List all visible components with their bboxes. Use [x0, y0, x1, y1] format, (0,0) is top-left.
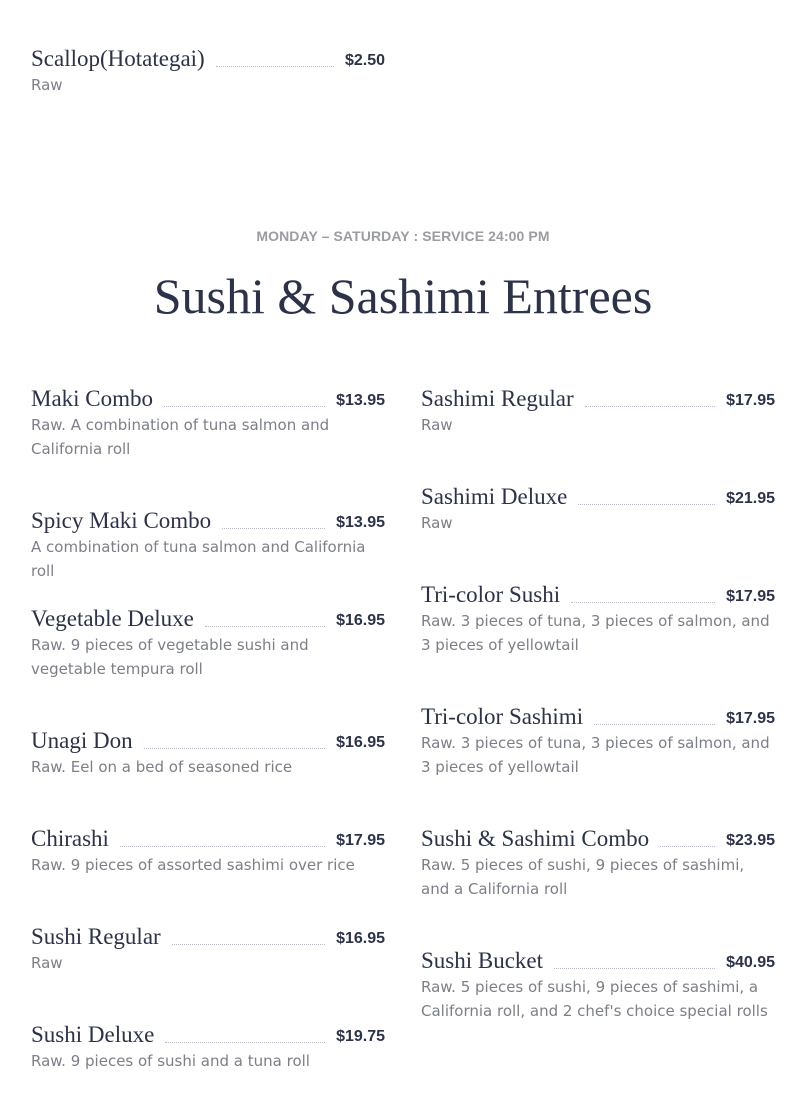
menu-item-name: Sushi Bucket	[421, 948, 544, 973]
menu-item-header	[421, 822, 775, 852]
menu-item-price: $2.50	[344, 52, 385, 69]
menu-item	[421, 382, 775, 437]
menu-item-price: $17.95	[726, 588, 775, 605]
menu-item-description: Raw. 3 pieces of tuna, 3 pieces of salmon, and 3 pieces of yellowtail	[421, 612, 770, 654]
menu-item-description: A combination of tuna salmon and California roll	[31, 538, 366, 580]
menu-item-name: Tri-color Sushi	[421, 582, 561, 607]
menu-item	[421, 700, 775, 779]
menu-item-price: $23.95	[726, 832, 775, 849]
menu-item-scallop	[31, 42, 385, 97]
menu-item	[421, 480, 775, 535]
menu-item-description: Raw. 3 pieces of tuna, 3 pieces of salmon, and 3 pieces of yellowtail	[421, 734, 770, 776]
service-hours: MONDAY – SATURDAY : SERVICE 24:00 PM	[256, 228, 550, 244]
menu-item-header	[421, 382, 775, 412]
menu-item-header	[31, 822, 385, 852]
menu-item-header	[421, 700, 775, 730]
menu-item-header	[421, 578, 775, 608]
menu-item-name: Maki Combo	[31, 386, 154, 411]
menu-item-price: $17.95	[726, 392, 775, 409]
menu-item-header	[31, 920, 385, 950]
menu-item-description: Raw	[421, 416, 453, 434]
menu-item-price: $13.95	[336, 514, 385, 531]
menu-item-header	[31, 504, 385, 534]
menu-item-name: Vegetable Deluxe	[31, 606, 194, 631]
dotted-leader	[554, 967, 715, 969]
menu-item-description: Raw	[421, 514, 453, 532]
menu-item-name: Chirashi	[31, 826, 109, 851]
menu-item-name: Tri-color Sashimi	[421, 704, 584, 729]
menu-item-price: $17.95	[336, 832, 385, 849]
menu-item	[31, 724, 385, 779]
menu-item	[31, 504, 385, 583]
menu-item-description: Raw	[31, 76, 63, 94]
dotted-leader	[144, 747, 325, 749]
dotted-leader	[585, 405, 715, 407]
dotted-leader	[205, 625, 325, 627]
menu-item-price: $16.95	[336, 734, 385, 751]
menu-item-description: Raw. A combination of tuna salmon and California roll	[31, 416, 330, 458]
menu-item-price: $19.75	[336, 1028, 385, 1045]
dotted-leader	[172, 943, 325, 945]
section-title: Sushi & Sashimi Entrees	[153, 268, 653, 324]
menu-item-name: Spicy Maki Combo	[31, 508, 212, 533]
menu-item-header	[31, 1018, 385, 1048]
menu-item	[421, 578, 775, 657]
menu-item-name: Scallop(Hotategai)	[31, 46, 205, 71]
dotted-leader	[120, 845, 325, 847]
menu-item-price: $13.95	[336, 392, 385, 409]
menu-item-header	[421, 480, 775, 510]
dotted-leader	[222, 527, 325, 529]
menu-item	[31, 1018, 385, 1073]
menu-item-price: $21.95	[726, 490, 775, 507]
menu-item-name: Sashimi Deluxe	[421, 484, 568, 509]
menu-item-name: Unagi Don	[31, 728, 133, 753]
menu-item-name: Sashimi Regular	[421, 386, 574, 411]
menu-item-header	[31, 602, 385, 632]
menu-item-header	[31, 42, 385, 72]
menu-item-description: Raw. 5 pieces of sushi, 9 pieces of sashimi, a California roll, and 2 chef's choice special rolls	[421, 978, 768, 1020]
dotted-leader	[216, 65, 334, 67]
menu-item	[31, 920, 385, 975]
dotted-leader	[165, 1041, 325, 1043]
menu-item-description: Raw. Eel on a bed of seasoned rice	[31, 758, 293, 776]
dotted-leader	[571, 601, 715, 603]
menu-item	[421, 944, 775, 1023]
menu-item-description: Raw. 5 pieces of sushi, 9 pieces of sashimi, and a California roll	[421, 856, 745, 898]
menu-item-header	[31, 724, 385, 754]
dotted-leader	[594, 723, 715, 725]
menu-item-name: Sushi Deluxe	[31, 1022, 155, 1047]
dotted-leader	[660, 845, 715, 847]
menu-item-name: Sushi & Sashimi Combo	[421, 826, 650, 851]
menu-item-description: Raw. 9 pieces of vegetable sushi and vegetable tempura roll	[31, 636, 309, 678]
menu-item-header	[421, 944, 775, 974]
menu-item	[31, 602, 385, 681]
menu-item-description: Raw. 9 pieces of sushi and a tuna roll	[31, 1052, 310, 1070]
menu-item-name: Sushi Regular	[31, 924, 161, 949]
menu-item-price: $16.95	[336, 930, 385, 947]
menu-item-price: $16.95	[336, 612, 385, 629]
menu-item-price: $40.95	[726, 954, 775, 971]
menu-item	[421, 822, 775, 901]
menu-item	[31, 382, 385, 461]
menu-item-price: $17.95	[726, 710, 775, 727]
menu-item-description: Raw	[31, 954, 63, 972]
menu-item	[31, 822, 385, 877]
menu-item-description: Raw. 9 pieces of assorted sashimi over rice	[31, 856, 355, 874]
menu-item-header	[31, 382, 385, 412]
dotted-leader	[578, 503, 715, 505]
dotted-leader	[164, 405, 325, 407]
